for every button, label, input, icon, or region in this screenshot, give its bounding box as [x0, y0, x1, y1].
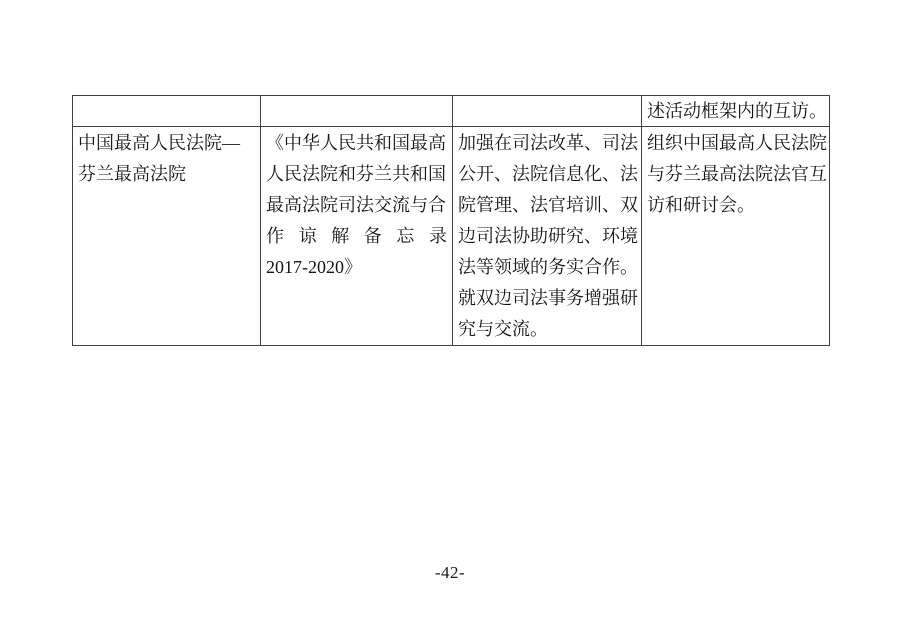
page-number: -42- — [434, 563, 466, 582]
cell-text-line: 述活动框架内的互访。 — [647, 101, 827, 121]
cell-text-line: 公开、法院信息化、法 — [458, 164, 638, 184]
cell-text-line: 人民法院和芬兰共和国 — [266, 164, 446, 184]
cell-text-line: 芬兰最高法院 — [78, 164, 186, 184]
cell-text-line-justified: 作 谅 解 备 忘 录 — [266, 226, 447, 246]
cell-activities — [642, 127, 830, 346]
cell-court-pair-empty — [73, 96, 261, 127]
cell-agreement-title — [261, 127, 453, 346]
cell-text-line: 组织中国最高人民法院 — [647, 133, 827, 153]
cell-text-line: 中国最高人民法院— — [78, 133, 240, 153]
cell-text-line: 访和研讨会。 — [647, 195, 755, 215]
cell-cooperation-content — [453, 127, 642, 346]
cell-text-line: 与芬兰最高法院法官互 — [647, 164, 827, 184]
cell-text-line: 2017-2020》 — [266, 257, 362, 277]
cell-agreement-empty — [261, 96, 453, 127]
cell-text-line: 法等领域的务实合作。 — [458, 257, 638, 277]
cell-text-line: 加强在司法改革、司法 — [458, 133, 638, 153]
cell-text-line: 边司法协助研究、环境 — [458, 226, 638, 246]
cell-activity-continuation — [642, 96, 830, 127]
cell-court-pair — [73, 127, 261, 346]
cell-text-line: 最高法院司法交流与合 — [266, 195, 446, 215]
table-row-continuation — [73, 96, 830, 127]
cell-text-line: 院管理、法官培训、双 — [458, 195, 638, 215]
cell-text-line: 究与交流。 — [458, 319, 548, 339]
cell-content-empty — [453, 96, 642, 127]
table-row-finland — [73, 127, 830, 346]
cell-text-line: 《中华人民共和国最高 — [266, 133, 446, 153]
agreements-table — [72, 95, 830, 346]
cell-text-line: 就双边司法事务增强研 — [458, 288, 638, 308]
